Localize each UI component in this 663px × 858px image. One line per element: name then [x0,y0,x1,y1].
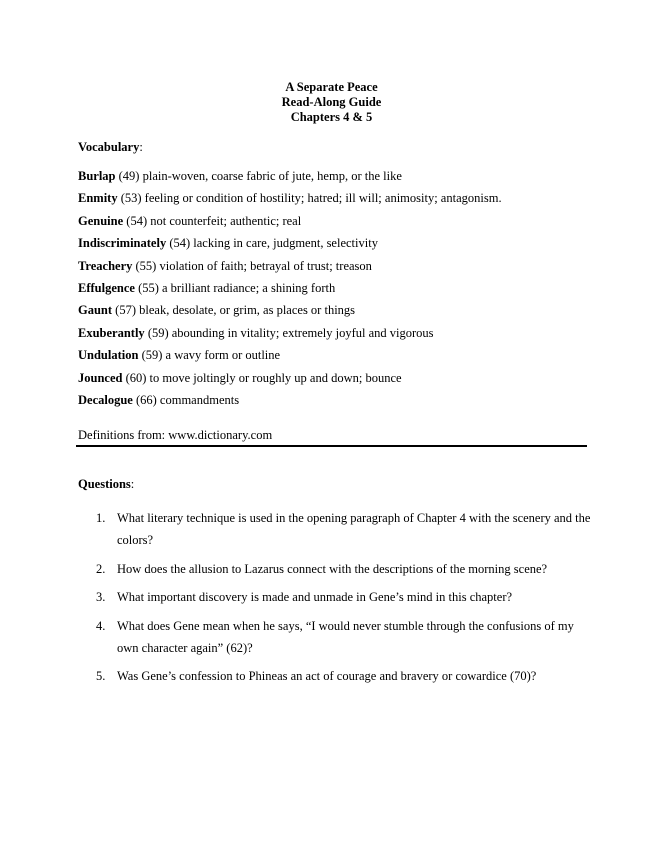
question-text: How does the allusion to Lazarus connect with the descriptions of the morning scene? [117,561,548,576]
question-number: 1. [96,511,106,525]
vocab-definition: (54) lacking in care, judgment, selectivity [166,236,378,251]
vocab-term: Genuine [78,213,124,228]
vocab-term: Effulgence [78,280,135,295]
question-number: 5. [96,669,106,684]
questions-heading-text: Questions [78,477,131,491]
question-text: What important discovery is made and unmade in Gene’s mind in this chapter? [117,590,513,605]
vocab-definition: (66) commandments [132,392,240,407]
questions-heading-colon: : [130,477,135,491]
vocab-term: Exuberantly [78,325,145,340]
vocab-definition: (49) plain-woven, coarse fabric of jute, hemp, or the like [115,169,402,183]
vocab-definition: (55) a brilliant radiance; a shining forth [134,280,336,295]
vocab-item [78,280,598,302]
vocab-item [78,347,598,369]
vocab-definition: (54) not counterfeit; authentic; real [123,213,302,228]
section-divider [76,445,587,447]
vocab-item [78,258,598,280]
vocab-item [78,235,598,257]
definitions-source: Definitions from: www.dictionary.com [78,428,273,442]
question-item [96,586,596,608]
question-text: What literary technique is used in the opening paragraph of Chapter 4 with the scenery and the colors? [117,511,591,548]
vocab-item [78,325,598,347]
questions-list [96,507,596,694]
vocabulary-heading-colon: : [139,140,143,154]
vocab-term: Indiscriminately [78,236,167,251]
vocab-definition: (55) violation of faith; betrayal of trust; treason [132,258,372,273]
question-item [96,615,596,660]
vocab-term: Treachery [78,258,133,273]
vocab-definition: (53) feeling or condition of hostility; hatred; ill will; animosity; antagonism. [117,191,502,206]
question-text: What does Gene mean when he says, “I would never stumble through the confusions of my own character again” (62)? [117,618,574,656]
question-item [96,507,596,552]
vocabulary-heading [78,140,143,155]
question-item [96,665,596,687]
vocab-term: Burlap [78,169,116,183]
questions-heading [78,477,134,492]
question-number: 3. [96,590,106,605]
document-title: A Separate Peace [285,80,378,94]
vocab-definition: (59) a wavy form or outline [138,348,281,363]
vocab-item [78,168,598,190]
chapters-label: Chapters 4 & 5 [290,110,373,124]
document-subtitle: Read-Along Guide [281,95,382,109]
vocab-item [78,370,598,392]
vocab-term: Enmity [78,191,118,206]
vocab-definition: (59) abounding in vitality; extremely joyful and vigorous [144,325,434,340]
question-number: 4. [96,618,106,633]
vocab-definition: (57) bleak, desolate, or grim, as places or things [112,303,356,318]
vocab-definition: (60) to move joltingly or roughly up and down; bounce [122,370,402,385]
vocab-term: Decalogue [78,392,133,407]
question-number: 2. [96,561,106,576]
vocab-item [78,302,598,324]
vocabulary-heading-text: Vocabulary [78,140,140,154]
question-text: Was Gene’s confession to Phineas an act of courage and bravery or cowardice (70)? [117,669,537,684]
vocab-term: Jounced [78,370,123,385]
vocab-item [78,392,598,414]
vocabulary-list [78,168,598,414]
question-item [96,558,596,580]
vocab-term: Undulation [78,348,139,363]
vocab-item [78,190,598,212]
vocab-item [78,213,598,235]
title-block [0,80,663,125]
vocab-term: Gaunt [78,303,113,318]
